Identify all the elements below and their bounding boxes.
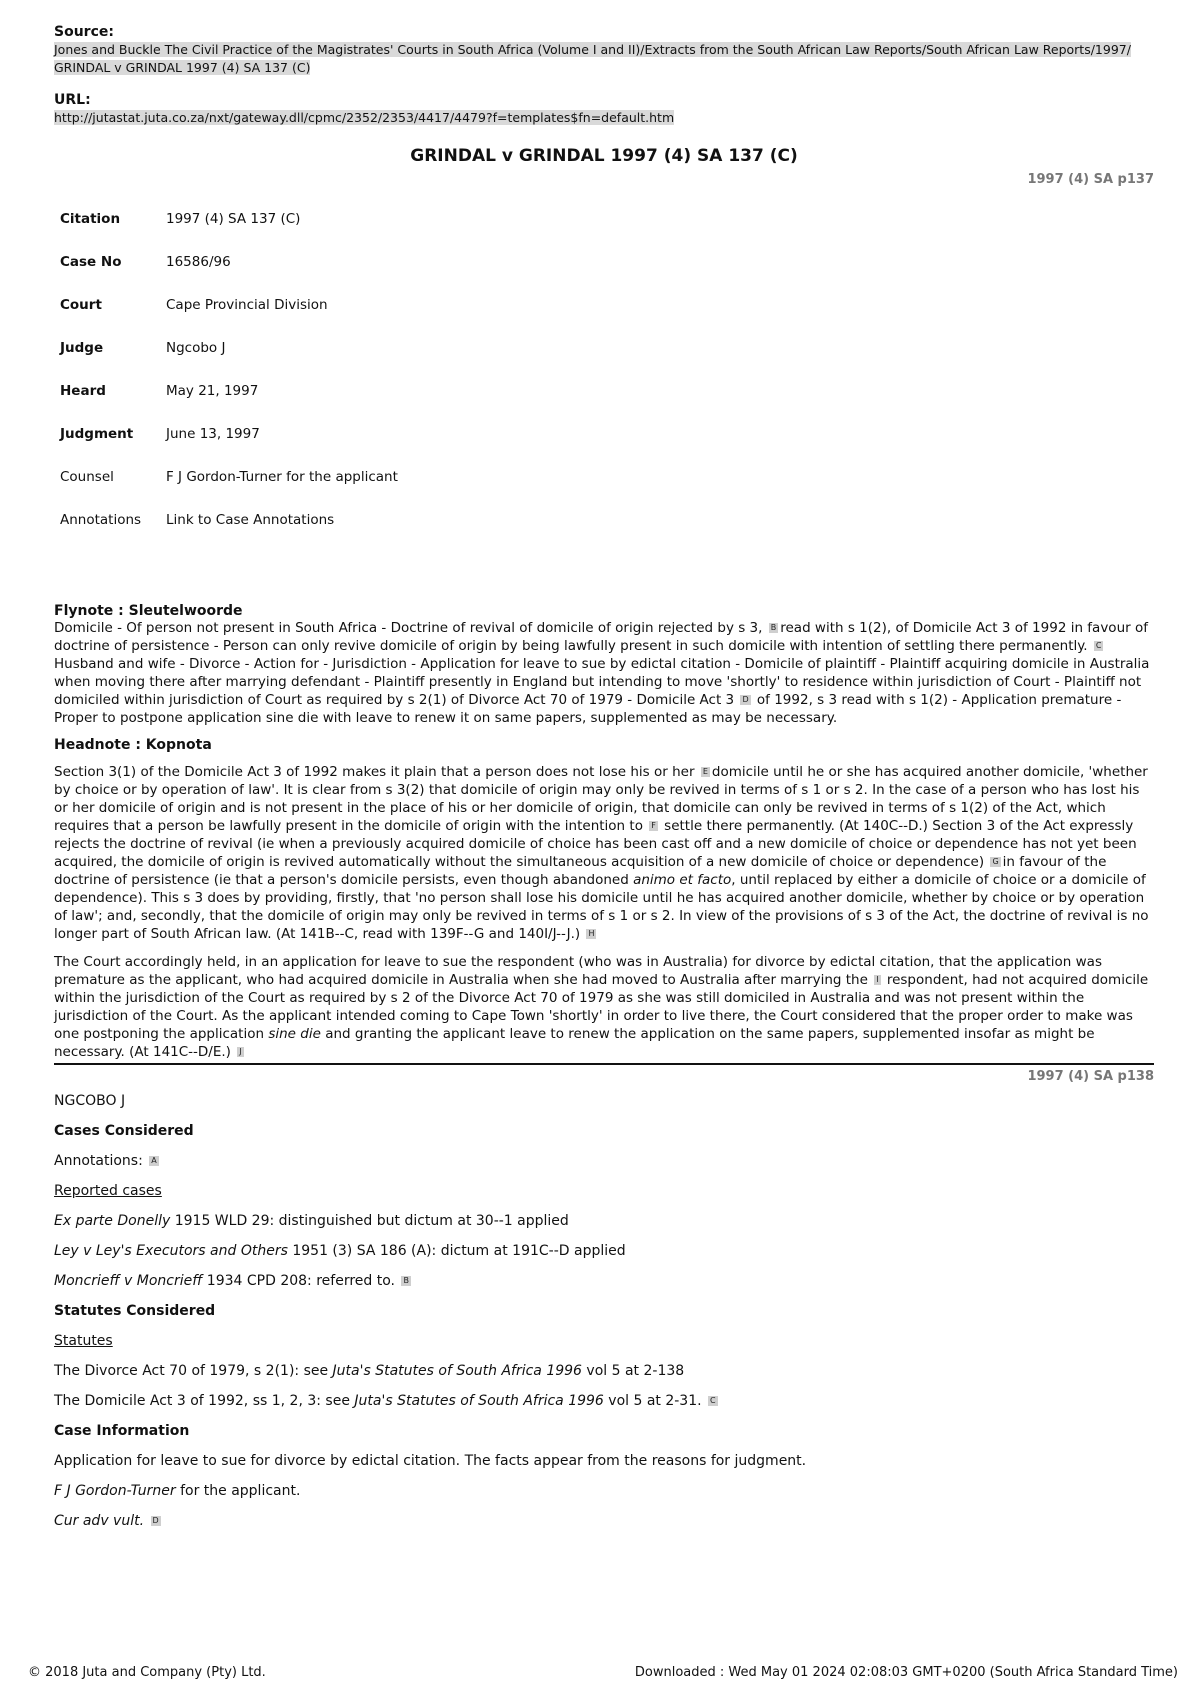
meta-row (60, 426, 398, 469)
headnote-text: The Court accordingly held, in an application for leave to sue the respondent (who was in Australia) for divorce by edictal citation, that the application was premature as the applicant, who had acquired domicile in Australia when she had moved to Australia after marrying the (54, 954, 1102, 988)
statute-text: vol 5 at 2-31. (608, 1393, 702, 1409)
statute-text: The Divorce Act 70 of 1979, s 2(1): see (54, 1363, 329, 1379)
judge-line: NGCOBO J (54, 1093, 126, 1109)
case-name: Ex parte Donelly (54, 1213, 171, 1229)
flynote-text: Domicile - Of person not present in South Africa - Doctrine of revival of domicile of origin rejected by s 3, (54, 620, 763, 636)
meta-value: F J Gordon-Turner for the applicant (166, 469, 398, 485)
flynote-heading: Flynote : Sleutelwoorde (54, 603, 243, 619)
page-marker: I (876, 975, 879, 984)
headnote-paragraph (54, 953, 1154, 1061)
cases-heading: Cases Considered (54, 1123, 194, 1139)
meta-key: Judgment (60, 426, 134, 442)
page-marker: B (403, 1276, 409, 1285)
meta-key: Heard (60, 383, 106, 399)
page-marker: D (152, 1516, 159, 1525)
case-detail: 1915 WLD 29: distinguished but dictum at 30--1 applied (174, 1213, 569, 1229)
meta-value: 1997 (4) SA 137 (C) (166, 211, 301, 227)
headnote-text: in favour of the doctrine of persistence (ie that a person's domicile persists, even though abandoned (54, 854, 1107, 888)
meta-row (60, 469, 398, 512)
case-information-text: Application for leave to sue for divorce by edictal citation. The facts appear from the reasons for judgment. (54, 1453, 807, 1469)
headnote-paragraph (54, 763, 1154, 943)
meta-value: Cape Provincial Division (166, 297, 328, 313)
case-reference (54, 1212, 1154, 1230)
case-reference (54, 1242, 1154, 1260)
headnote-heading: Headnote : Kopnota (54, 737, 212, 753)
cur-adv-vult-line (54, 1512, 1154, 1530)
meta-value: Ngcobo J (166, 340, 226, 356)
meta-row (60, 340, 398, 383)
statute-reference (54, 1362, 1154, 1380)
case-title: GRINDAL v GRINDAL 1997 (4) SA 137 (C) (410, 146, 798, 166)
headnote-text: and granting the applicant leave to renew the application on the same papers, supplemented insofar as might be necessary. (At 141C--D/E.) (54, 1026, 1095, 1060)
flynote-text: read with s 1(2), of Domicile Act 3 of 1992 in favour of doctrine of persistence - Person can only revive domicile of origin by being lawfully present in such domicile with intention of settling there permanently. (54, 620, 1148, 654)
flynote-paragraph (54, 655, 1154, 727)
page-marker: A (151, 1156, 157, 1165)
case-information-heading: Case Information (54, 1423, 190, 1439)
meta-row (60, 211, 398, 254)
case-name: Moncrieff v Moncrieff (54, 1273, 203, 1289)
flynote-text: of 1992, s 3 read with s 1(2) - Application premature - Proper to postpone application sine die with leave to renew it on same papers, supplemented as may be necessary. (54, 692, 1122, 726)
page-marker: C (710, 1396, 716, 1405)
section-divider (54, 1063, 1154, 1065)
page-marker: B (770, 623, 777, 632)
case-name: Ley v Ley's Executors and Others (54, 1243, 288, 1259)
headnote-text: respondent, had not acquired domicile within the jurisdiction of the Court as required by s 2 of the Divorce Act 70 of 1979 as she was still domiciled in Australia and was not present within the jurisdiction of the Court. As the applicant intended coming to Cape Town 'shortly' in order to live there, the Court considered that the proper order to make was one postponing the application (54, 972, 1149, 1042)
meta-key: Annotations (60, 512, 142, 528)
meta-row (60, 254, 398, 297)
document-page (54, 24, 1154, 1542)
headnote-text: Section 3(1) of the Domicile Act 3 of 1992 makes it plain that a person does not lose his or her (54, 764, 695, 780)
statute-reference (54, 1392, 1154, 1410)
reported-cases-heading: Reported cases (54, 1183, 162, 1199)
statute-italic: Juta's Statutes of South Africa 1996 (354, 1393, 604, 1409)
meta-value: June 13, 1997 (166, 426, 260, 442)
counsel-name: F J Gordon-Turner (54, 1483, 176, 1499)
download-timestamp: Downloaded : Wed May 01 2024 02:08:03 GMT+0200 (South Africa Standard Time) (634, 1665, 1178, 1680)
meta-key: Counsel (60, 469, 114, 485)
cur-adv-vult: Cur adv vult. (54, 1513, 145, 1529)
page-reference: 1997 (4) SA p137 (1027, 172, 1154, 187)
case-detail: 1934 CPD 208: referred to. (206, 1273, 395, 1289)
statutes-heading: Statutes Considered (54, 1303, 216, 1319)
flynote-paragraph (54, 619, 1154, 655)
meta-key: Judge (60, 340, 104, 356)
meta-row (60, 383, 398, 426)
url-label: URL: (54, 92, 91, 108)
meta-value: May 21, 1997 (166, 383, 259, 399)
copyright-notice: © 2018 Juta and Company (Pty) Ltd. (28, 1665, 266, 1680)
page-marker: E (702, 767, 708, 776)
statute-text: vol 5 at 2-138 (586, 1363, 685, 1379)
case-metadata-table (60, 211, 398, 555)
annotations-line (54, 1152, 1154, 1170)
meta-value: 16586/96 (166, 254, 231, 270)
headnote-italic: animo et facto (633, 872, 732, 888)
page-marker: J (239, 1047, 242, 1056)
statute-text: The Domicile Act 3 of 1992, ss 1, 2, 3: see (54, 1393, 350, 1409)
counsel-line (54, 1482, 1154, 1500)
meta-key: Court (60, 297, 102, 313)
headnote-text: , until replaced by either a domicile of choice or a domicile of dependence). This s 3 does by providing, firstly, that 'no person shall lose his domicile until he has acquired another domicile, whether by choice or by operation of law'; and, secondly, that the domicile of origin may only be revived in terms of s 1 or s 2. In view of the provisions of s 3 of the Act, the doctrine of revival is no longer part of South African law. (At 141B--C, read with 139F--G and 140I/J--J.) (54, 872, 1149, 942)
source-url-link[interactable]: http://jutastat.juta.co.za/nxt/gateway.dll/cpmc/2352/2353/4417/4479?f=templates$fn=default.htm (54, 110, 675, 125)
counsel-role: for the applicant. (180, 1483, 301, 1499)
statutes-subheading: Statutes (54, 1333, 113, 1349)
meta-key: Case No (60, 254, 122, 270)
source-label: Source: (54, 24, 114, 40)
case-annotations-link[interactable]: Link to Case Annotations (166, 512, 335, 528)
headnote-text: settle there permanently. (At 140C--D.) Section 3 of the Act expressly rejects the doctrine of revival (ie when a previously acquired domicile of choice has been cast off and a new domicile of choice or dependence has not yet been acquired, the domicile of origin is revived automatically without the simultaneous acquisition of a new domicile of choice or dependence) (54, 818, 1137, 870)
page-marker: D (742, 695, 749, 704)
page-marker: H (588, 929, 595, 938)
flynote-text: Husband and wife - Divorce - Action for - Jurisdiction - Application for leave to sue by edictal citation - Domicile of plaintiff - Plaintiff acquiring domicile in Australia when moving there after marrying defendant - Plaintiff presently in England but intending to move 'shortly' to residence within jurisdiction of Court - Plaintiff not domiciled within jurisdiction of Court as required by s 2(1) of Divorce Act 70 of 1979 - Domicile Act 3 (54, 656, 1150, 708)
meta-row (60, 297, 398, 340)
source-text: Jones and Buckle The Civil Practice of the Magistrates' Courts in South Africa (Volume I and II)/Extracts from the South African Law Reports/South African Law Reports/1997/ GRINDAL v GRINDAL 1997 (4) SA 137 (C) (54, 42, 1131, 75)
page-marker: C (1095, 641, 1102, 650)
meta-key: Citation (60, 211, 121, 227)
case-detail: 1951 (3) SA 186 (A): dictum at 191C--D applied (292, 1243, 626, 1259)
headnote-italic: sine die (268, 1026, 321, 1042)
headnote-text: domicile until he or she has acquired another domicile, 'whether by choice or by operation of law'. It is clear from s 3(2) that domicile of origin may only be revived in terms of s 1 or s 2. In the case of a person who has lost his or her domicile of origin and is not present in the place of his or her domicile of origin, that domicile can only be revived in terms of s 1(2) of the Act, which requires that a person be lawfully present in the domicile of origin with the intention to (54, 764, 1148, 834)
case-reference (54, 1272, 1154, 1290)
meta-row (60, 512, 398, 555)
page-reference: 1997 (4) SA p138 (1027, 1069, 1154, 1084)
statute-italic: Juta's Statutes of South Africa 1996 (332, 1363, 582, 1379)
annotations-label: Annotations: (54, 1153, 143, 1169)
page-marker: F (651, 821, 656, 830)
page-marker: G (992, 857, 999, 866)
